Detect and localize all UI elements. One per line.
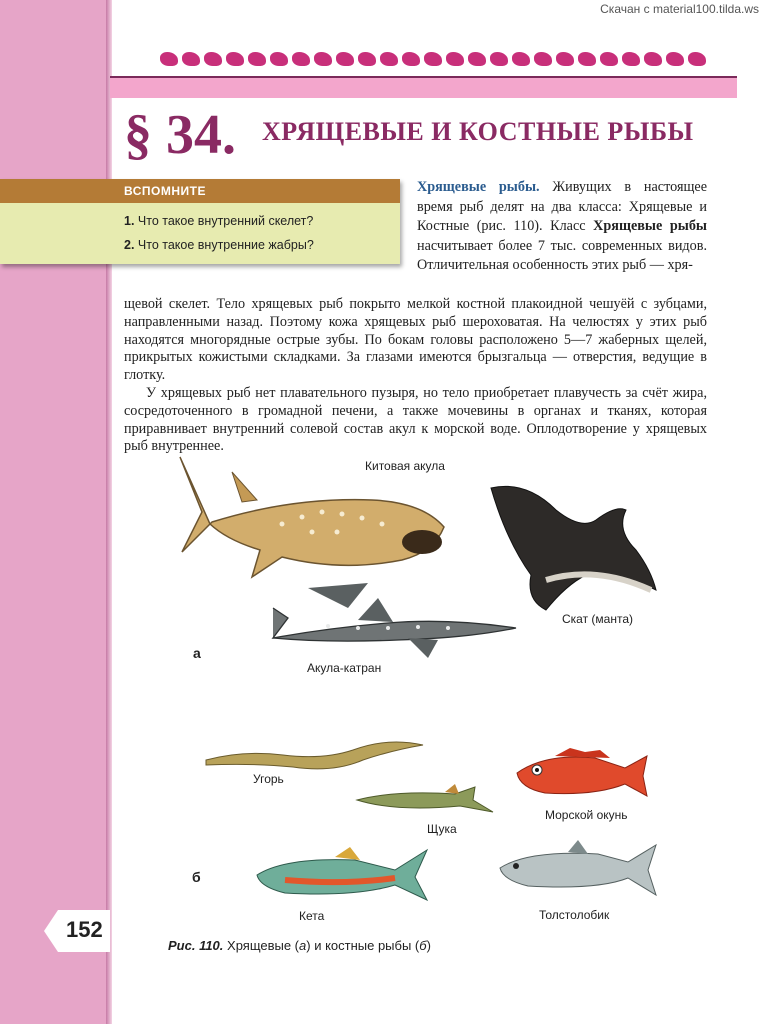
page-number: 152	[66, 917, 103, 942]
rockfish-illustration	[515, 748, 650, 803]
label-silver-carp: Толстолобик	[539, 908, 610, 922]
group-label-a: а	[193, 645, 201, 661]
header-band	[110, 78, 737, 98]
label-manta: Скат (манта)	[562, 612, 633, 626]
watermark: Скачан с material100.tilda.ws	[600, 2, 759, 16]
paragraph-buoyancy: У хрящевых рыб нет плавательного пузыря, но тело приобретает плавучесть за счёт жира, сосредоточенного в громадной печени, а также мочевины в органах и тканях, которая приравнивает внутренний солевой состав акул к морской воде. Оплодотворение у хрящевых рыб внутреннее.	[124, 384, 707, 455]
label-rockfish: Морской окунь	[545, 808, 628, 822]
label-pike: Щука	[427, 822, 457, 836]
label-eel: Угорь	[253, 772, 284, 786]
group-label-b: б	[192, 869, 201, 885]
body-text	[124, 296, 707, 456]
katran-shark-illustration	[268, 578, 520, 673]
silver-carp-illustration	[498, 840, 660, 900]
figure-caption: Рис. 110. Хрящевые (а) и костные рыбы (б)	[168, 938, 431, 953]
animal-silhouette-border	[160, 52, 720, 70]
recall-item: 1. Что такое внутренний скелет?	[124, 214, 314, 228]
label-katran: Акула-катран	[307, 661, 382, 675]
recall-list	[0, 203, 400, 264]
eel-illustration	[203, 735, 428, 780]
pike-illustration	[355, 782, 495, 818]
recall-title: ВСПОМНИТЕ	[0, 179, 400, 203]
section-number: § 34.	[124, 104, 236, 166]
paragraph-intro: Хрящевые рыбы. Живущих в настоящее время рыб делят на два класса: Хрящевые и Костные (рис. 110). Класс Хрящевые рыбы насчитывает более 7 тыс. современных видов. Отличительная особенность этих рыб — хря-	[417, 179, 707, 273]
side-strip	[0, 0, 110, 1024]
section-title: ХРЯЩЕВЫЕ И КОСТНЫЕ РЫБЫ	[262, 117, 694, 146]
recall-box	[0, 179, 400, 264]
recall-item: 2. Что такое внутренние жабры?	[124, 238, 314, 252]
keta-salmon-illustration	[255, 845, 430, 905]
label-keta: Кета	[299, 909, 325, 923]
paragraph-skeleton: щевой скелет. Тело хрящевых рыб покрыто мелкой костной плакоидной чешуёй с зубцами, направленными назад. Поэтому кожа хрящевых рыб шероховатая. На челюстях у этих рыб находятся многорядные острые зубы. По бокам головы расположено 5—7 жаберных щелей, прикрытых кожистыми складками. За глазами имеются брызгальца — отверстия, ведущие в глотку.	[124, 296, 707, 384]
label-whale-shark: Китовая акула	[365, 459, 445, 473]
side-strip-shadow	[106, 0, 112, 1024]
